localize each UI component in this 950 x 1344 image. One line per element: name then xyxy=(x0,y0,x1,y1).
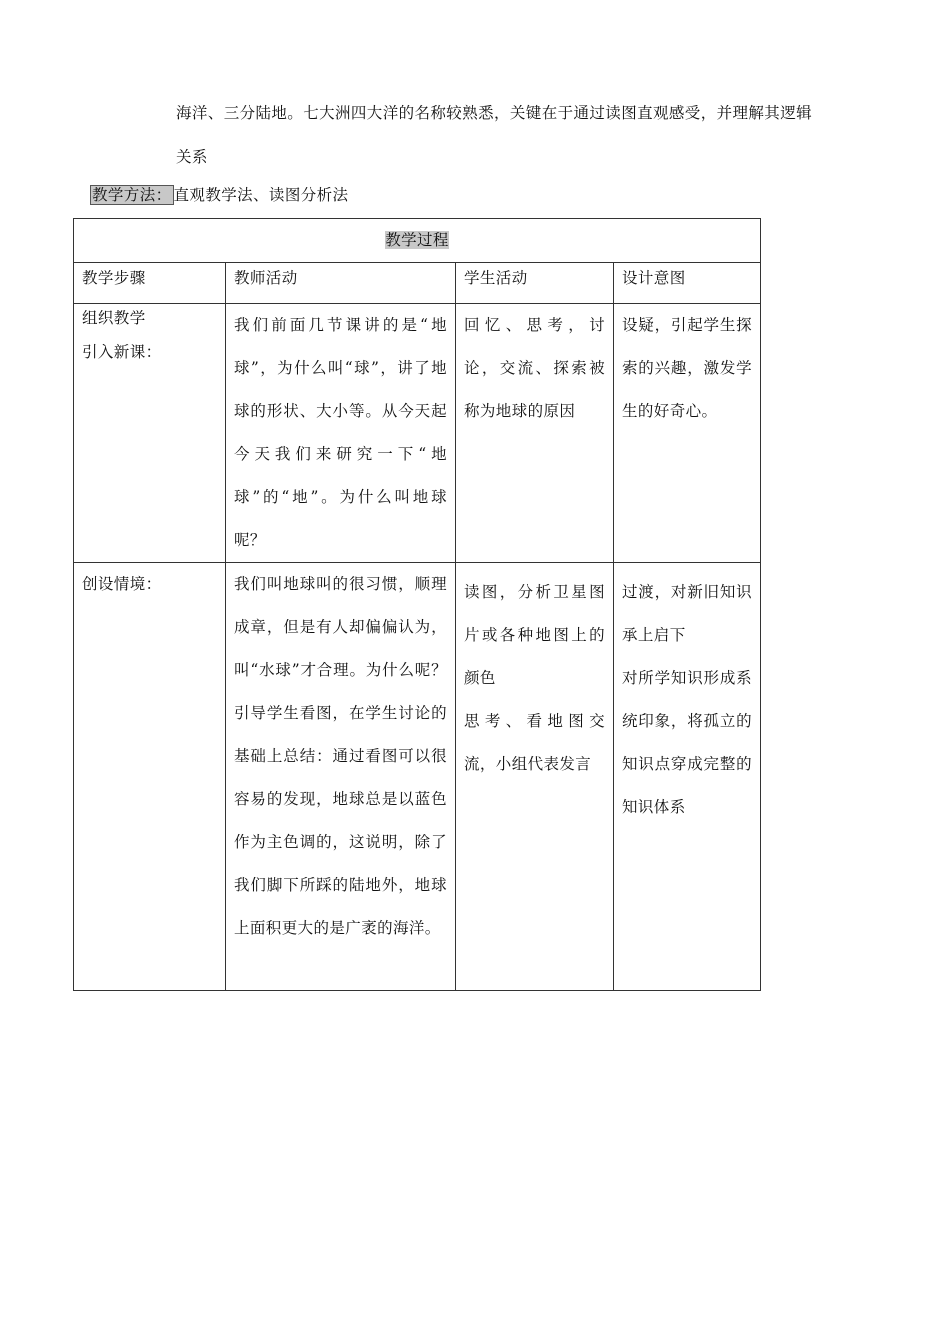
teaching-process-table xyxy=(73,218,761,991)
header-teacher: 教师活动 xyxy=(226,263,456,304)
row1-step-line1: 组织教学 xyxy=(82,309,146,327)
teaching-method xyxy=(90,183,348,205)
intro-line-1: 海洋、三分陆地。七大洲四大洋的名称较熟悉，关键在于通过读图直观感受，并理解其逻辑 xyxy=(176,104,813,122)
teaching-method-label: 教学方法： xyxy=(92,186,172,204)
row2-teacher: 我们叫地球叫的很习惯，顺理成章，但是有人却偏偏认为，叫“水球”才合理。为什么呢？引导学生看图，在学生讨论的基础上总结：通过看图可以很容易的发现，地球总是以蓝色作为主色调的，这说明，除了我们脚下所踩的陆地外，地球上面积更大的是广袤的海洋。 xyxy=(226,563,456,991)
row2-intent-part1: 过渡，对新旧知识承上启下 xyxy=(622,583,753,644)
row2-student xyxy=(456,563,614,991)
row1-intent: 设疑，引起学生探索的兴趣，激发学生的好奇心。 xyxy=(614,304,761,563)
intro-line-2: 关系 xyxy=(176,148,208,166)
row2-intent-part2: 对所学知识形成系统印象，将孤立的知识点穿成完整的知识体系 xyxy=(622,669,753,816)
row1-step-line2: 引入新课： xyxy=(82,343,162,361)
row2-step: 创设情境： xyxy=(74,563,226,991)
table-title: 教学过程 xyxy=(74,219,761,263)
row1-teacher: 我们前面几节课讲的是“地球”，为什么叫“球”，讲了地球的形状、大小等。从今天起今天我们来研究一下“地球”的“地”。为什么叫地球呢？ xyxy=(226,304,456,563)
header-student: 学生活动 xyxy=(456,263,614,304)
header-intent: 设计意图 xyxy=(614,263,761,304)
table-header-row xyxy=(74,263,761,304)
table-row xyxy=(74,304,761,563)
header-step: 教学步骤 xyxy=(74,263,226,304)
row1-step xyxy=(74,304,226,563)
table-title-row xyxy=(74,219,761,263)
row2-student-part2: 思考、看地图交流，小组代表发言 xyxy=(464,712,605,773)
row2-student-part1: 读图，分析卫星图片或各种地图上的颜色 xyxy=(464,583,605,687)
teaching-method-value: 直观教学法、读图分析法 xyxy=(173,186,349,204)
row1-student: 回忆、思考，讨论，交流、探索被称为地球的原因 xyxy=(456,304,614,563)
table-row xyxy=(74,563,761,991)
row2-intent xyxy=(614,563,761,991)
